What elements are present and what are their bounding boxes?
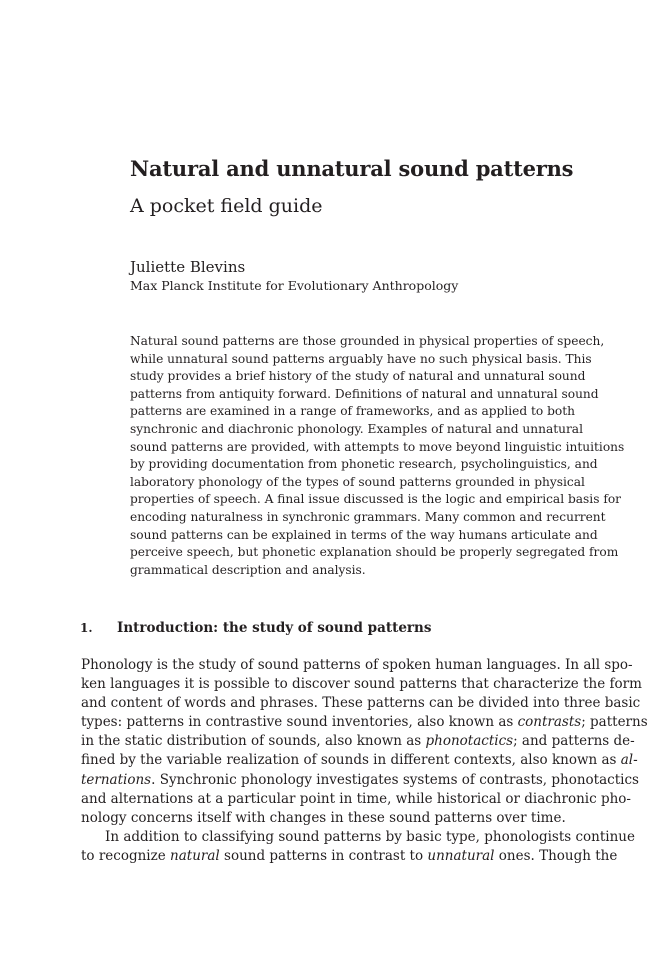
author-name: Juliette Blevins (130, 258, 246, 276)
body-line: in the static distribution of sounds, also known as phonotactics; and patterns de- (81, 733, 635, 750)
section-title: Introduction: the study of sound patterns (117, 620, 432, 636)
section-number: 1. (80, 621, 93, 635)
abstract-line: grammatical description and analysis. (130, 562, 366, 577)
body-line: ken languages it is possible to discover sound patterns that characterize the form (81, 676, 642, 693)
abstract-line: encoding naturalness in synchronic grammars. Many common and recurrent (130, 509, 606, 524)
abstract-line: laboratory phonology of the types of sound patterns grounded in physical (130, 474, 585, 489)
author-affiliation: Max Planck Institute for Evolutionary Anthropology (130, 278, 459, 293)
body-line: fined by the variable realization of sounds in different contexts, also known as al- (81, 752, 638, 769)
abstract-line: while unnatural sound patterns arguably have no such physical basis. This (130, 351, 592, 366)
abstract-line: perceive speech, but phonetic explanation should be properly segregated from (130, 545, 619, 560)
body-line: In addition to classifying sound patterns by basic type, phonologists continue (105, 828, 635, 845)
body-line: and content of words and phrases. These patterns can be divided into three basic (81, 695, 641, 712)
paper-subtitle: A pocket field guide (130, 195, 323, 217)
abstract-line: synchronic and diachronic phonology. Examples of natural and unnatural (130, 421, 583, 436)
abstract-line: sound patterns can be explained in terms of the way humans articulate and (130, 527, 598, 542)
body-line: nology concerns itself with changes in these sound patterns over time. (81, 809, 566, 826)
body-line: Phonology is the study of sound patterns of spoken human languages. In all spo- (81, 657, 633, 673)
abstract-line: patterns from antiquity forward. Definitions of natural and unnatural sound (130, 386, 599, 401)
abstract-line: sound patterns are provided, with attempts to move beyond linguistic intuitions (130, 439, 625, 454)
body-line: to recognize natural sound patterns in contrast to unnatural ones. Though the (81, 847, 618, 864)
abstract-line: Natural sound patterns are those grounded in physical properties of speech, (130, 334, 605, 348)
abstract (130, 333, 625, 579)
section-heading (80, 620, 431, 636)
abstract-line: study provides a brief history of the study of natural and unnatural sound (130, 369, 586, 384)
abstract-line: patterns are examined in a range of frameworks, and as applied to both (130, 404, 576, 419)
abstract-line: properties of speech. A final issue discussed is the logic and empirical basis for (130, 492, 621, 507)
body-paragraphs (81, 656, 648, 866)
abstract-line: by providing documentation from phonetic research, psycholinguistics, and (130, 457, 598, 472)
paper-title: Natural and unnatural sound patterns (130, 156, 574, 181)
body-line: types: patterns in contrastive sound inventories, also known as contrasts; patterns (81, 714, 648, 731)
body-line: and alternations at a particular point in time, while historical or diachronic pho- (81, 790, 631, 807)
body-line: ternations. Synchronic phonology investigates systems of contrasts, phonotactics (81, 771, 639, 788)
